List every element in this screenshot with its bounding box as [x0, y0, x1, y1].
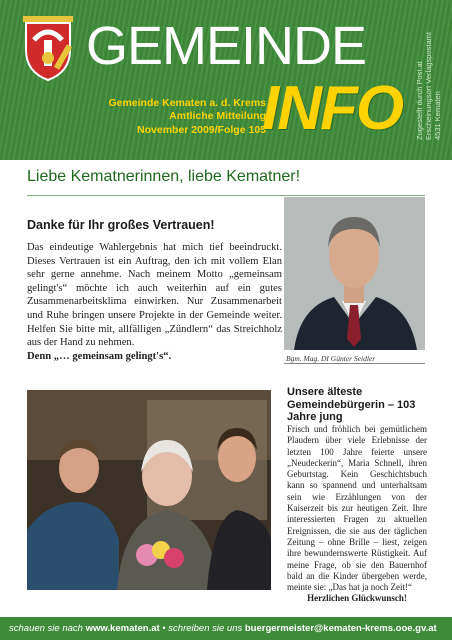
- website-link[interactable]: www.kematen.at: [85, 623, 160, 634]
- postal-line-1: Zugestellt durch Post.at: [415, 61, 424, 140]
- portrait-caption: Bgm. Mag. DI Günter Seidler: [286, 354, 376, 363]
- article-closing: Denn „… gemeinsam gelingt's“.: [27, 350, 172, 362]
- masthead-title: GEMEINDE: [86, 16, 367, 76]
- sidebar-text: Frisch und fröhlich bei gemütlichem Plaudern über viele Erlebnisse der letzten 100 Jahre feierte unsere „Neudeckerin“, Maria Schnell, ihren Geburtstag. Kein Geschichtsbuch kann so spannend und unterhaltsam sein wie Erzählungen von der Kaiserzeit bis zur heutigen Zeit. Ihre interessierten Fragen zu aktuellen Ereignissen, die sie aus der täglichen Zeitung – ohne Brille – liest, zeigen ihre bewundernswerte Rüstigkeit. Auf meine Frage, ob sie den Bauernhof bald an die Kinder übergeben werde, meinte sie: „Das hat ja noch Zeit!“: [287, 424, 427, 593]
- sidebar-heading: Unsere älteste Gemeindebürgerin – 103 Jahre jung: [287, 386, 416, 423]
- municipality-name: Gemeinde Kematen a. d. Krems: [108, 97, 266, 109]
- masthead: [0, 0, 452, 160]
- mayor-portrait: [284, 197, 425, 350]
- article-text: Das eindeutige Wahlergebnis hat mich tief beeindruckt. Dieses Vertrauen ist ein Auftrag, den ich mit vollem Elan sehr gerne annehme. Nach meinem Motto „gemeinsam gelingt's“ möchte ich auch weiterhin auf ein gutes Zusammenarbeitsklima einwirken. Nur Zusammenarbeit und Ruhe bringen unsere Projekte in der Gemeinde weiter. Helfen Sie bitte mit, allfälligen „Zündlern“ das Streichholz aus der Hand zu nehmen.: [27, 242, 282, 349]
- sidebar-closing: Herzlichen Glückwunsch!: [307, 593, 407, 604]
- footer-bar: [0, 617, 452, 640]
- postal-line-2: Erscheinungsort Verlagspostamt: [424, 32, 433, 140]
- official-notice: Amtliche Mitteilung: [169, 110, 266, 122]
- info-wordmark: INFO: [262, 74, 403, 143]
- article-heading: Danke für Ihr großes Vertrauen!: [27, 218, 215, 232]
- sidebar-body: [287, 424, 427, 605]
- postal-note: [415, 8, 445, 138]
- divider: [27, 195, 425, 196]
- article-body: [27, 241, 282, 363]
- postal-line-3: 4531 Kematen: [433, 91, 442, 140]
- footer-bullet: •: [162, 623, 166, 634]
- caption-rule: [284, 363, 425, 364]
- email-link[interactable]: buergermeister@kematen-krems.ooe.gv.at: [244, 623, 437, 634]
- footer-label-write: schreiben sie uns: [168, 623, 243, 634]
- birthday-photo: [27, 390, 271, 590]
- footer-label-visit: schauen sie nach: [9, 623, 83, 634]
- issue-number: November 2009/Folge 105: [137, 124, 266, 136]
- crest-logo-icon: [16, 14, 80, 84]
- page-headline: Liebe Kematnerinnen, liebe Kematner!: [27, 168, 301, 185]
